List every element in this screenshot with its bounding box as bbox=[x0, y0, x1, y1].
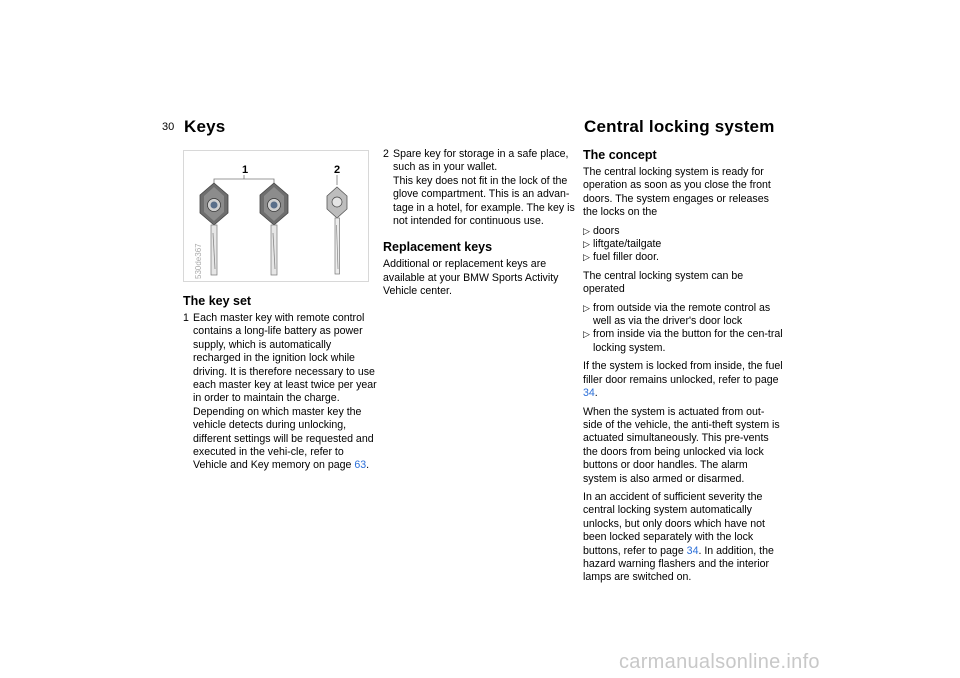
concept-intro: The central locking system is ready for operation as soon as you close the front doors. The system engages or releases the locks on the bbox=[583, 166, 771, 219]
arrow-icon: ▷ bbox=[583, 252, 590, 263]
arrow-icon: ▷ bbox=[583, 329, 590, 340]
list-item bbox=[183, 312, 378, 473]
key-set-heading: The key set bbox=[183, 294, 252, 308]
list-item: ▷ liftgate/tailgate bbox=[583, 238, 662, 251]
figure-label-1: 1 bbox=[242, 164, 249, 176]
item-number: 2 bbox=[383, 148, 389, 160]
concept-section bbox=[583, 148, 783, 590]
figure-code: 530de367 bbox=[194, 243, 203, 279]
master-key-2-icon bbox=[260, 183, 288, 275]
list-item bbox=[383, 148, 578, 228]
concept-inside-paragraph: If the system is locked from inside, the fuel filler door remains unlocked, refer to page 34. bbox=[583, 360, 783, 400]
key-set-section bbox=[183, 294, 378, 473]
keys-illustration bbox=[183, 150, 369, 282]
concept-heading: The concept bbox=[583, 148, 657, 162]
master-key-1-icon bbox=[200, 183, 228, 275]
concept-operated: The central locking system can be operated bbox=[583, 269, 744, 296]
key-set-text-end: . bbox=[366, 459, 370, 472]
list-item: ▷ from outside via the remote control as well as via the driver's door lock bbox=[583, 301, 771, 328]
page-link-63[interactable]: 63 bbox=[354, 459, 367, 472]
concept-outside-paragraph: When the system is actuated from out-side of the vehicle, the anti-theft system is actuated simultaneously. This pre-vents the doors from being unlocked via lock buttons or door handles. The alarm system is also armed or disarmed. bbox=[583, 405, 780, 485]
replacement-keys-heading: Replacement keys bbox=[383, 240, 493, 255]
arrow-icon: ▷ bbox=[583, 239, 590, 250]
list-item: ▷ fuel filler door. bbox=[583, 251, 659, 264]
list-item: ▷ from inside via the button for the cen-tral locking system. bbox=[583, 328, 783, 354]
key-set-text: Each master key with remote control contains a long-life battery as power supply, which is automatically recharged in the ignition lock while driving. It is therefore necessary to use each master key at least twice per year in order to maintain the charge. Depending on which master key the vehicle detects during unlocking, different settings will be requested and executed in the vehi-cle, refer to Vehicle and Key memory on page bbox=[193, 312, 377, 472]
concept-accident-paragraph: In an accident of sufficient severity the central locking system automatically unlocks, but only doors which have not been locked separately with the lock buttons, refer to page 34. In addition, the hazard warning flashers and the interior lamps are switched on. bbox=[583, 490, 774, 584]
page-number: 30 bbox=[162, 121, 175, 133]
spare-key-section bbox=[383, 148, 578, 304]
item-number: 1 bbox=[183, 312, 189, 324]
operation-list bbox=[583, 302, 783, 356]
watermark: carmanualsonline.info bbox=[619, 651, 820, 673]
spare-key-icon bbox=[327, 187, 347, 274]
page-link-34[interactable]: 34 bbox=[686, 544, 699, 557]
item-text bbox=[393, 148, 578, 228]
item-text bbox=[193, 312, 378, 473]
list-item: ▷ doors bbox=[583, 224, 620, 237]
keys-drawing bbox=[184, 151, 368, 281]
spare-key-text-2: This key does not fit in the lock of the glove compartment. This is an advan-tage in a hotel, for example. The key is not intended for continuous use. bbox=[393, 174, 575, 228]
spare-key-text: Spare key for storage in a safe place, such as in your wallet. bbox=[393, 148, 569, 174]
arrow-icon: ▷ bbox=[583, 225, 590, 236]
section-title-keys: Keys bbox=[184, 117, 226, 136]
locks-list bbox=[583, 225, 783, 265]
arrow-icon: ▷ bbox=[583, 302, 590, 313]
replacement-keys-text: Additional or replacement keys are available at your BMW Sports Activity Vehicle center. bbox=[383, 258, 559, 298]
page-link-34[interactable]: 34 bbox=[583, 387, 595, 400]
section-title-central-locking: Central locking system bbox=[584, 117, 775, 136]
figure-label-2: 2 bbox=[334, 164, 341, 176]
